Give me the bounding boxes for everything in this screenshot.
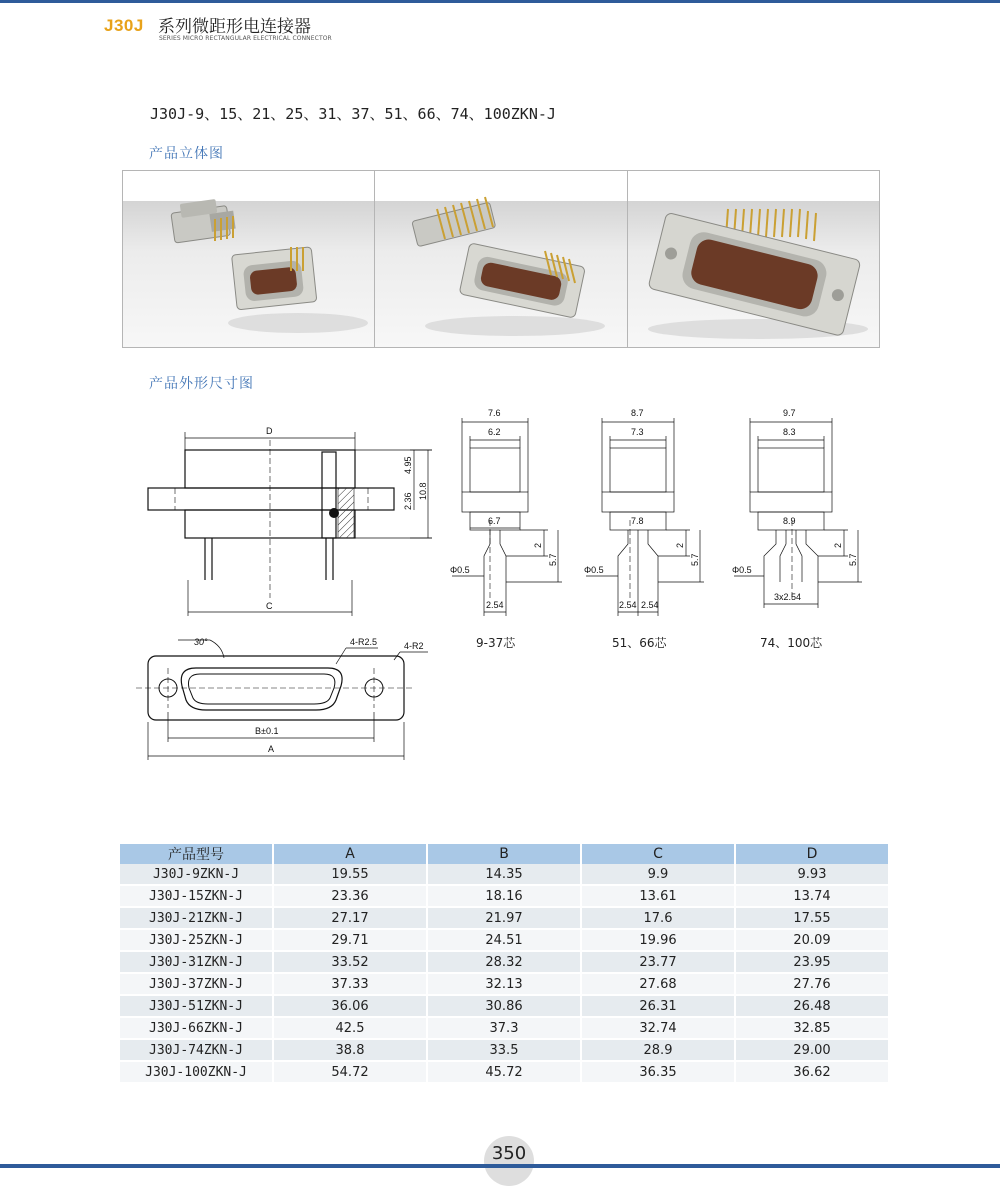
cell-model: J30J-74ZKN-J [120,1040,272,1062]
col-header-model: 产品型号 [120,844,272,864]
cell-b: 33.5 [428,1040,580,1062]
cell-a: 42.5 [274,1018,426,1040]
cell-d: 13.74 [736,886,888,908]
cell-c: 28.9 [582,1040,734,1062]
caption-74-100: 74、100芯 [760,636,823,650]
page-subtitle: SERIES MICRO RECTANGULAR ELECTRICAL CONNECTOR [159,35,332,42]
cell-b: 24.51 [428,930,580,952]
label-phi-b: Φ0.5 [584,565,604,575]
bottom-rule [0,1164,1000,1168]
table-row [120,1062,888,1084]
table-row [120,908,888,930]
label-2-b: 2 [675,542,685,548]
label-angle: 30° [194,637,208,647]
label-7-3: 7.3 [631,427,644,437]
cell-a: 36.06 [274,996,426,1018]
cell-c: 19.96 [582,930,734,952]
cell-model: J30J-66ZKN-J [120,1018,272,1040]
table-row [120,864,888,886]
label-2-54-b: 2.54 [619,600,637,610]
cell-b: 37.3 [428,1018,580,1040]
cell-d: 26.48 [736,996,888,1018]
cell-a: 33.52 [274,952,426,974]
brand-logo: J30J [104,16,144,35]
cell-a: 23.36 [274,886,426,908]
label-5-7-a: 5.7 [548,553,558,566]
label-5-7-c: 5.7 [848,553,858,566]
label-2-54-a: 2.54 [486,600,504,610]
label-2-36: 2.36 [403,492,413,510]
label-phi-c: Φ0.5 [732,565,752,575]
cell-a: 54.72 [274,1062,426,1084]
col-header-a: A [274,844,426,864]
spec-table [118,844,890,1084]
cell-model: J30J-21ZKN-J [120,908,272,930]
cell-b: 21.97 [428,908,580,930]
section-title-photos: 产品立体图 [149,146,224,162]
cell-b: 18.16 [428,886,580,908]
cell-c: 9.9 [582,864,734,886]
cell-a: 29.71 [274,930,426,952]
label-7-6: 7.6 [488,408,501,418]
label-8-9: 8.9 [783,516,796,526]
cell-b: 32.13 [428,974,580,996]
cell-b: 28.32 [428,952,580,974]
caption-51-66: 51、66芯 [612,636,667,650]
label-8-3: 8.3 [783,427,796,437]
label-8-7: 8.7 [631,408,644,418]
cell-d: 29.00 [736,1040,888,1062]
label-r2: 4-R2 [404,641,424,651]
label-10-8: 10.8 [418,482,428,500]
label-c: C [266,601,273,611]
cell-model: J30J-51ZKN-J [120,996,272,1018]
label-6-7: 6.7 [488,516,501,526]
cell-a: 19.55 [274,864,426,886]
col-header-d: D [736,844,888,864]
label-7-8: 7.8 [631,516,644,526]
cell-d: 27.76 [736,974,888,996]
cell-model: J30J-37ZKN-J [120,974,272,996]
cell-model: J30J-9ZKN-J [120,864,272,886]
cell-d: 17.55 [736,908,888,930]
cell-c: 17.6 [582,908,734,930]
cell-model: J30J-31ZKN-J [120,952,272,974]
cell-model: J30J-100ZKN-J [120,1062,272,1084]
table-row [120,886,888,908]
cell-c: 23.77 [582,952,734,974]
col-header-c: C [582,844,734,864]
caption-9-37: 9-37芯 [476,636,516,650]
table-row [120,1040,888,1062]
label-3x2-54: 3x2.54 [774,592,802,602]
cell-a: 27.17 [274,908,426,930]
cell-d: 23.95 [736,952,888,974]
page-number: 350 [491,1143,527,1164]
cell-c: 36.35 [582,1062,734,1084]
cell-b: 14.35 [428,864,580,886]
table-row [120,1018,888,1040]
label-9-7: 9.7 [783,408,796,418]
label-2-54-c: 2.54 [641,600,659,610]
label-r25: 4-R2.5 [350,637,378,647]
page-title: 系列微距形电连接器 [158,17,311,37]
table-row [120,930,888,952]
cell-a: 37.33 [274,974,426,996]
cell-c: 13.61 [582,886,734,908]
label-6-2: 6.2 [488,427,501,437]
table-row [120,996,888,1018]
label-phi-a: Φ0.5 [450,565,470,575]
cell-model: J30J-25ZKN-J [120,930,272,952]
cell-c: 32.74 [582,1018,734,1040]
cell-d: 32.85 [736,1018,888,1040]
cell-model: J30J-15ZKN-J [120,886,272,908]
label-b: B±0.1 [255,726,279,736]
cell-c: 27.68 [582,974,734,996]
label-a: A [268,744,275,754]
label-d: D [266,426,273,436]
label-5-7-b: 5.7 [690,553,700,566]
label-4-95: 4.95 [403,456,413,474]
table-row [120,952,888,974]
label-2-a: 2 [533,542,543,548]
cell-a: 38.8 [274,1040,426,1062]
section-title-dimensions: 产品外形尺寸图 [149,376,254,392]
cell-d: 9.93 [736,864,888,886]
table-row [120,974,888,996]
cell-d: 36.62 [736,1062,888,1084]
cell-b: 30.86 [428,996,580,1018]
col-header-b: B [428,844,580,864]
label-2-c: 2 [833,542,843,548]
model-series-line: J30J-9、15、21、25、31、37、51、66、74、100ZKN-J [150,105,556,123]
cell-b: 45.72 [428,1062,580,1084]
cell-c: 26.31 [582,996,734,1018]
cell-d: 20.09 [736,930,888,952]
table-header-row [120,844,888,864]
